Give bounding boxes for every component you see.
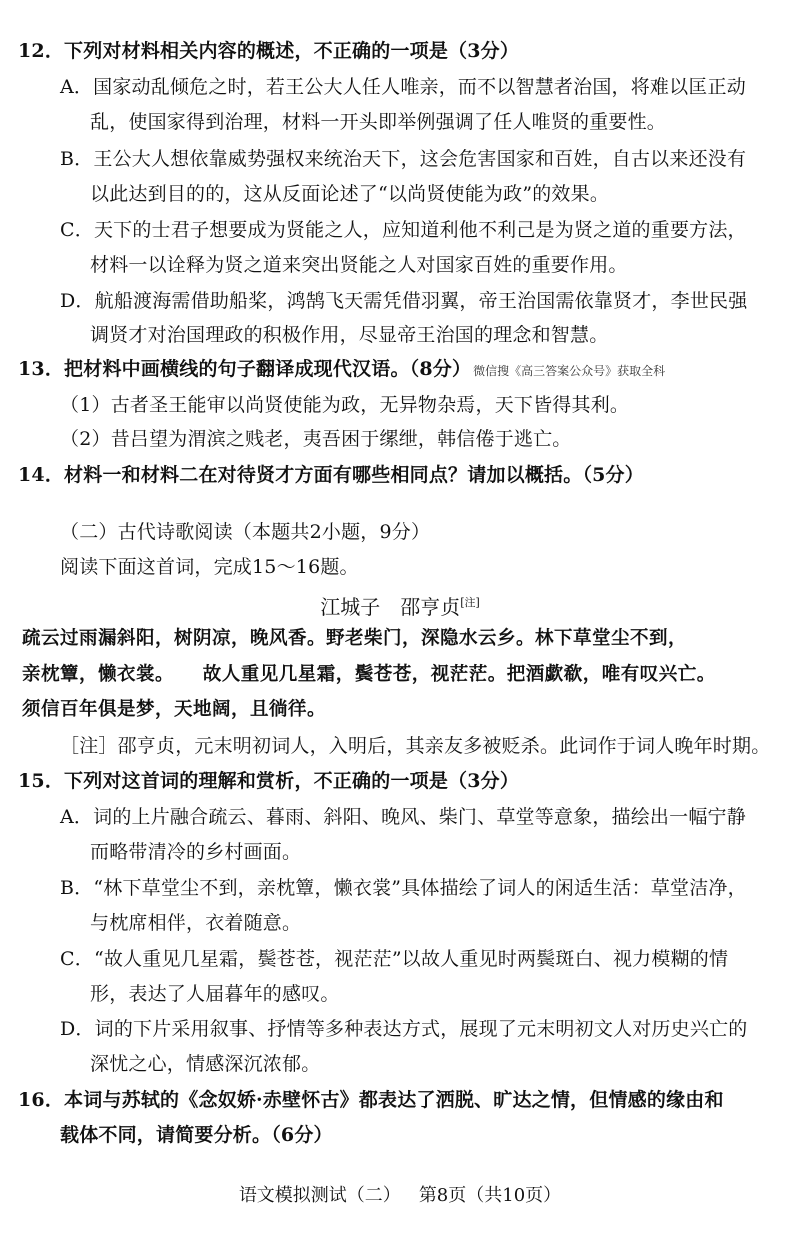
poem-annotation: ［注］邵亨贞，元末明初词人，入明后，其亲友多被贬杀。此词作于词人晚年时期。 [60,735,771,757]
q15-option-b-line2: 与枕席相伴，衣着随意。 [90,912,302,934]
q12-option-d-line2: 调贤才对治国理政的积极作用，尽显帝王治国的理念和智慧。 [90,324,609,346]
q15-option-d-line2: 深忧之心，情感深沉浓郁。 [90,1053,321,1075]
footer-exam-name: 语文模拟测试（二） [238,1185,401,1206]
q13-sentence-1: （1）古者圣王能审以尚贤使能为政，无异物杂焉，天下皆得其利。 [60,394,630,416]
q12-stem: 12．下列对材料相关内容的概述，不正确的一项是（3分） [18,40,520,62]
q12-option-d-line1: D．航船渡海需借助船桨，鸿鹄飞天需凭借羽翼，帝王治国需依靠贤才，李世民强 [60,290,748,312]
section-2-instruction: 阅读下面这首词，完成15～16题。 [60,556,359,578]
poem-title-row [0,589,800,621]
q15-stem: 15．下列对这首词的理解和赏析，不正确的一项是（3分） [18,770,520,792]
q12-option-c-line2: 材料一以诠释为贤之道来突出贤能之人对国家百姓的重要作用。 [90,254,628,276]
q14-stem: 14．材料一和材料二在对待贤才方面有哪些相同点？请加以概括。（5分） [18,464,644,486]
footer-page-number: 第8页（共10页） [418,1185,562,1206]
q12-option-a-line1: A．国家动乱倾危之时，若王公大人任人唯亲，而不以智慧者治国，将难以匡正动 [60,76,746,98]
q15-option-c-line1: C．“故人重见几星霜，鬓苍苍，视茫茫”以故人重见时两鬓斑白、视力模糊的情 [60,948,729,970]
q13-sentence-2: （2）昔吕望为渭滨之贱老，夷吾困于缧绁，韩信倦于逃亡。 [60,428,572,450]
q15-option-a-line2: 而略带清冷的乡村画面。 [90,841,302,863]
section-2-heading: （二）古代诗歌阅读（本题共2小题，9分） [60,521,431,543]
poem-note-mark: [注] [460,596,480,609]
q16-stem-line1: 16．本词与苏轼的《念奴娇·赤壁怀古》都表达了洒脱、旷达之情，但情感的缘由和 [18,1089,724,1111]
poem-author: 邵亨贞 [400,595,461,619]
q12-option-c-line1: C．天下的士君子想要成为贤能之人，应知道利他不利己是为贤之道的重要方法， [60,219,747,241]
poem-line-1: 疏云过雨漏斜阳，树阴凉，晚风香。野老柴门，深隐水云乡。林下草堂尘不到， [22,628,688,649]
q12-option-b-line2: 以此达到目的的，这从反面论述了“以尚贤使能为政”的效果。 [90,183,610,205]
q12-option-b-line1: B．王公大人想依靠威势强权来统治天下，这会危害国家和百姓，自古以来还没有 [60,148,747,170]
q16-stem-line2: 载体不同，请简要分析。（6分） [60,1124,333,1146]
q15-option-a-line1: A．词的上片融合疏云、暮雨、斜阳、晚风、柴门、草堂等意象，描绘出一幅宁静 [60,806,746,828]
q15-option-d-line1: D．词的下片采用叙事、抒情等多种表达方式，展现了元末明初文人对历史兴亡的 [60,1018,748,1040]
poem-line-3: 须信百年俱是梦，天地阔，且徜徉。 [22,699,327,720]
poem-title: 江城子 [320,595,381,619]
q13-stem: 13．把材料中画横线的句子翻译成现代汉语。（8分） [18,358,472,380]
q12-option-a-line2: 乱，使国家得到治理，材料一开头即举例强调了任人唯贤的重要性。 [90,111,667,133]
q15-option-b-line1: B．“林下草堂尘不到，亲枕簟，懒衣裳”具体描绘了词人的闲适生活：草堂洁净， [60,877,747,899]
page-footer [0,1184,800,1208]
q13-stem-row [18,356,665,384]
poem-line-2: 亲枕簟，懒衣裳。 故人重见几星霜，鬓苍苍，视茫茫。把酒歔欷，唯有叹兴亡。 [22,664,716,685]
wechat-watermark: 微信搜《高三答案公众号》获取全科 [473,364,666,378]
q15-option-c-line2: 形，表达了人届暮年的感叹。 [90,983,340,1005]
